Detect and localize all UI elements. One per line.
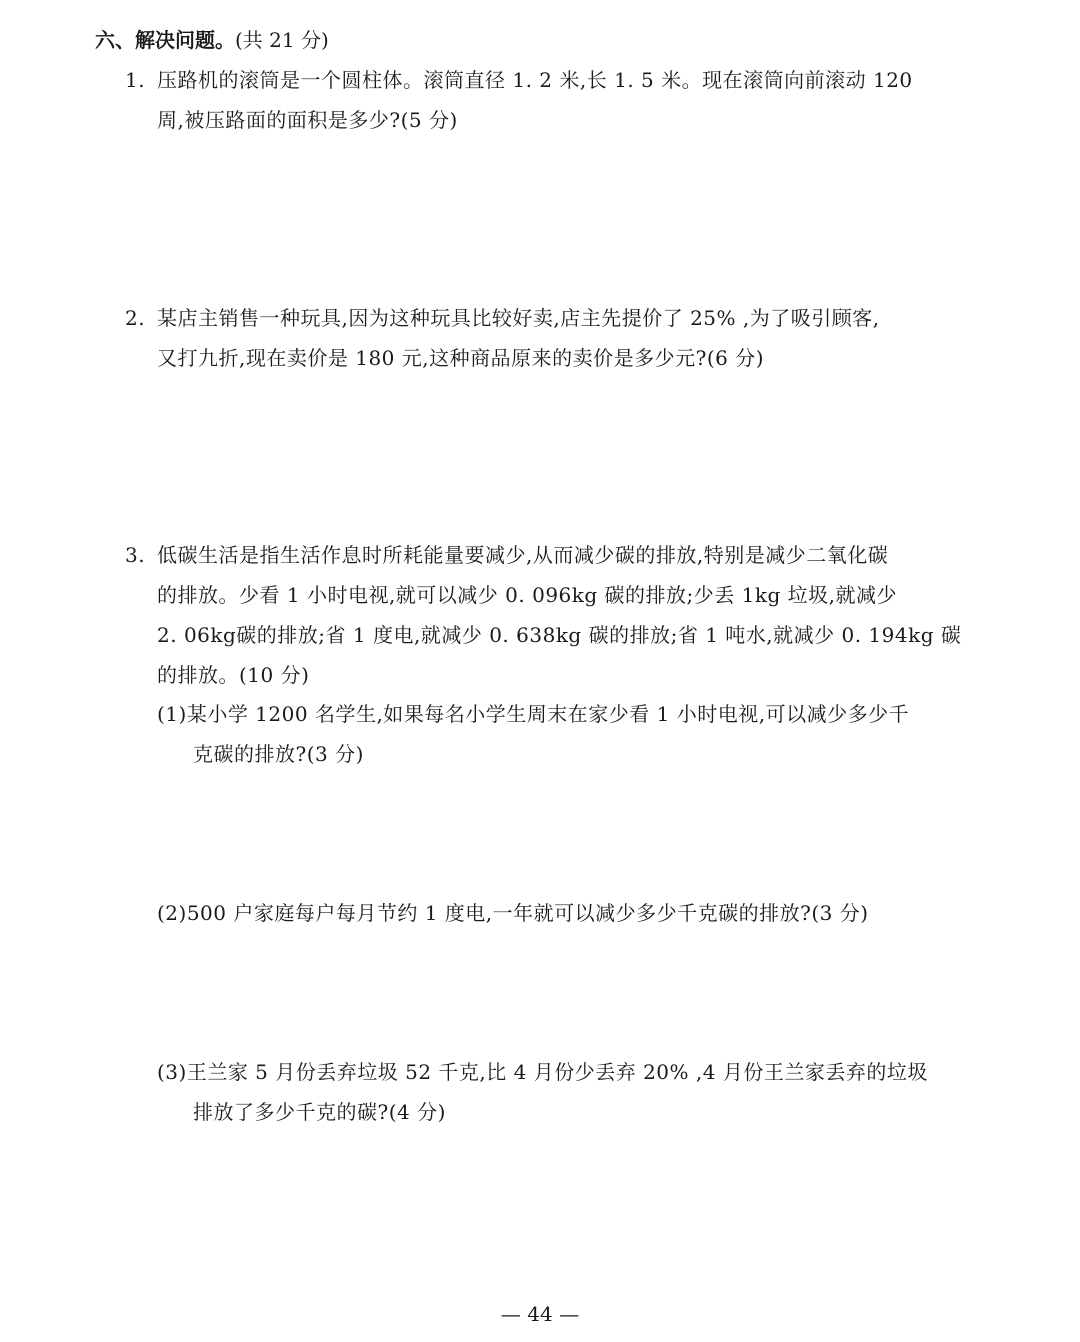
question-line: 又打九折,现在卖价是 180 元,这种商品原来的卖价是多少元?(6 分) [157, 346, 765, 370]
question-text [157, 298, 957, 378]
subquestion-3 [157, 1052, 957, 1132]
subquestion-line: (1)某小学 1200 名学生,如果每名小学生周末在家少看 1 小时电视,可以减少多少千 [157, 702, 910, 726]
question-text [157, 535, 962, 695]
question-line: 的排放。(10 分) [157, 663, 310, 687]
section-score: (共 21 分) [235, 28, 329, 52]
question-number: 1. [125, 68, 146, 92]
subquestion-line: 排放了多少千克的碳?(4 分) [193, 1100, 446, 1124]
question-line: 某店主销售一种玩具,因为这种玩具比较好卖,店主先提价了 25% ,为了吸引顾客, [157, 306, 880, 330]
question-number: 3. [125, 543, 146, 567]
question-line: 2. 06kg碳的排放;省 1 度电,就减少 0. 638kg 碳的排放;省 1 吨水,就减少 0. 194kg 碳 [157, 623, 962, 647]
section-heading [95, 26, 329, 54]
page-number: — 44 — [500, 1302, 580, 1326]
subquestion-1 [157, 694, 957, 774]
section-title: 六、解决问题。 [95, 28, 235, 52]
question-line: 的排放。少看 1 小时电视,就可以减少 0. 096kg 碳的排放;少丢 1kg 垃圾,就减少 [157, 583, 898, 607]
question-number: 2. [125, 306, 146, 330]
subquestion-line: (2)500 户家庭每户每月节约 1 度电,一年就可以减少多少千克碳的排放?(3 分) [157, 901, 869, 925]
question-line: 压路机的滚筒是一个圆柱体。滚筒直径 1. 2 米,长 1. 5 米。现在滚筒向前滚动 120 [157, 68, 913, 92]
question-line: 周,被压路面的面积是多少?(5 分) [157, 108, 458, 132]
question-line: 低碳生活是指生活作息时所耗能量要减少,从而减少碳的排放,特别是减少二氧化碳 [157, 543, 889, 567]
question-text [157, 60, 957, 140]
subquestion-line: (3)王兰家 5 月份丢弃垃圾 52 千克,比 4 月份少丢弃 20% ,4 月份王兰家丢弃的垃圾 [157, 1060, 928, 1084]
subquestion-line: 克碳的排放?(3 分) [193, 742, 364, 766]
subquestion-2 [157, 893, 957, 933]
